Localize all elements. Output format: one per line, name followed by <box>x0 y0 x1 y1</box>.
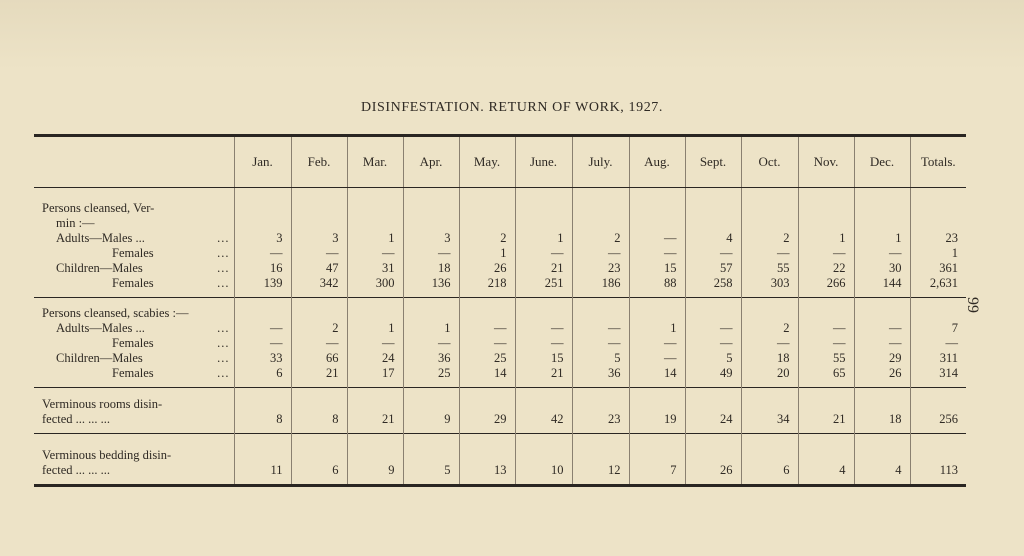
cell-value: — <box>551 246 564 260</box>
cell-value: 18 <box>777 351 790 365</box>
cell-value: 26 <box>889 366 902 380</box>
cell-value: 342 <box>319 276 339 290</box>
totals-cell <box>910 188 966 298</box>
column-header: May. <box>459 136 515 188</box>
cell-value: 7 <box>670 463 677 477</box>
cell-value: 1 <box>670 321 677 335</box>
cell-value: — <box>664 246 677 260</box>
dot-leader: ... <box>217 366 230 380</box>
row-label: Females <box>112 336 154 350</box>
cell-value: 18 <box>889 412 902 426</box>
month-cell <box>685 388 741 434</box>
month-cell <box>459 188 515 298</box>
page-number: 99 <box>964 297 981 313</box>
section-heading: Verminous bedding disin- <box>42 448 172 462</box>
dot-leader: ... <box>217 336 230 350</box>
month-cell <box>347 298 403 388</box>
cell-value: 2 <box>614 231 621 245</box>
cell-value: 14 <box>664 366 677 380</box>
row-label: Females <box>112 246 154 260</box>
column-header: Oct. <box>741 136 798 188</box>
cell-value: 26 <box>494 261 507 275</box>
cell-value: 4 <box>839 463 846 477</box>
month-cell <box>629 298 685 388</box>
cell-value: 139 <box>263 276 283 290</box>
cell-value: 17 <box>382 366 395 380</box>
month-cell <box>741 388 798 434</box>
cell-value: — <box>945 336 958 350</box>
cell-value: 88 <box>664 276 677 290</box>
cell-value: 4 <box>895 463 902 477</box>
totals-cell <box>910 298 966 388</box>
month-cell <box>403 188 459 298</box>
cell-value: — <box>833 246 846 260</box>
row-label-cell <box>34 434 234 486</box>
cell-value: 23 <box>608 412 621 426</box>
section-row <box>34 298 966 388</box>
cell-value: 1 <box>839 231 846 245</box>
cell-value: 49 <box>720 366 733 380</box>
month-cell <box>741 188 798 298</box>
header-blank-cell <box>34 136 234 188</box>
cell-value: 33 <box>270 351 283 365</box>
cell-value: 5 <box>444 463 451 477</box>
cell-value: 300 <box>375 276 395 290</box>
cell-value: — <box>494 321 507 335</box>
totals-cell <box>910 434 966 486</box>
cell-value: — <box>889 336 902 350</box>
cell-value: 218 <box>487 276 507 290</box>
cell-value: 31 <box>382 261 395 275</box>
cell-value: 303 <box>770 276 790 290</box>
column-header: July. <box>572 136 629 188</box>
cell-value: — <box>664 351 677 365</box>
cell-value: 4 <box>726 231 733 245</box>
cell-value: — <box>326 336 339 350</box>
cell-value: 186 <box>601 276 621 290</box>
month-cell <box>798 188 854 298</box>
cell-value: — <box>833 321 846 335</box>
cell-value: 314 <box>939 366 958 380</box>
column-header: Aug. <box>629 136 685 188</box>
cell-value: — <box>382 336 395 350</box>
cell-value: 2 <box>332 321 339 335</box>
column-header: Apr. <box>403 136 459 188</box>
month-cell <box>347 188 403 298</box>
cell-value: 23 <box>608 261 621 275</box>
month-cell <box>741 298 798 388</box>
dot-leader: ... <box>217 261 230 275</box>
cell-value: — <box>889 246 902 260</box>
cell-value: — <box>326 246 339 260</box>
month-cell <box>854 298 910 388</box>
cell-value: 2 <box>500 231 507 245</box>
month-cell <box>515 298 572 388</box>
cell-value: 15 <box>551 351 564 365</box>
month-cell <box>291 388 347 434</box>
month-cell <box>741 434 798 486</box>
cell-value: 361 <box>939 261 958 275</box>
header-row <box>34 136 966 188</box>
cell-value: 14 <box>494 366 507 380</box>
month-cell <box>685 188 741 298</box>
cell-value: — <box>270 321 283 335</box>
month-cell <box>234 388 291 434</box>
cell-value: — <box>720 246 733 260</box>
cell-value: — <box>270 246 283 260</box>
month-cell <box>854 434 910 486</box>
month-cell <box>403 298 459 388</box>
cell-value: 26 <box>720 463 733 477</box>
cell-value: 23 <box>945 231 958 245</box>
cell-value: — <box>608 336 621 350</box>
cell-value: — <box>664 336 677 350</box>
cell-value: — <box>551 336 564 350</box>
column-header: Jan. <box>234 136 291 188</box>
cell-value: 1 <box>895 231 902 245</box>
cell-value: 11 <box>270 463 283 477</box>
cell-value: — <box>494 336 507 350</box>
cell-value: 13 <box>494 463 507 477</box>
cell-value: 25 <box>438 366 451 380</box>
column-header: Feb. <box>291 136 347 188</box>
cell-value: 65 <box>833 366 846 380</box>
cell-value: — <box>608 321 621 335</box>
month-cell <box>629 188 685 298</box>
cell-value: 113 <box>939 463 958 477</box>
cell-value: 20 <box>777 366 790 380</box>
month-cell <box>234 298 291 388</box>
cell-value: 1 <box>557 231 564 245</box>
row-label: fected ... ... ... <box>42 412 111 426</box>
month-cell <box>798 434 854 486</box>
cell-value: — <box>833 336 846 350</box>
month-cell <box>629 434 685 486</box>
cell-value: 18 <box>438 261 451 275</box>
cell-value: 19 <box>664 412 677 426</box>
section-row <box>34 388 966 434</box>
cell-value: 47 <box>326 261 339 275</box>
cell-value: 1 <box>388 231 395 245</box>
month-cell <box>234 188 291 298</box>
cell-value: — <box>777 336 790 350</box>
cell-value: 251 <box>544 276 564 290</box>
column-header: Nov. <box>798 136 854 188</box>
column-header: Dec. <box>854 136 910 188</box>
month-cell <box>291 188 347 298</box>
month-cell <box>572 188 629 298</box>
cell-value: 266 <box>826 276 846 290</box>
cell-value: 16 <box>270 261 283 275</box>
row-label: Adults—Males ... <box>56 321 145 335</box>
cell-value: 136 <box>431 276 451 290</box>
dot-leader: ... <box>217 321 230 335</box>
month-cell <box>291 434 347 486</box>
month-cell <box>572 434 629 486</box>
cell-value: 1 <box>388 321 395 335</box>
cell-value: 12 <box>608 463 621 477</box>
cell-value: 311 <box>939 351 958 365</box>
cell-value: 256 <box>939 412 958 426</box>
cell-value: 8 <box>332 412 339 426</box>
cell-value: 24 <box>382 351 395 365</box>
row-label: Females <box>112 366 154 380</box>
cell-value: 7 <box>951 321 958 335</box>
column-header: June. <box>515 136 572 188</box>
section-heading: Persons cleansed, Ver- <box>42 201 155 215</box>
month-cell <box>572 298 629 388</box>
section-row <box>34 188 966 298</box>
row-label-cell <box>34 188 234 298</box>
month-cell <box>685 298 741 388</box>
column-header: Totals. <box>910 136 966 188</box>
section-heading: Persons cleansed, scabies :— <box>42 306 189 320</box>
cell-value: 3 <box>444 231 451 245</box>
cell-value: 15 <box>664 261 677 275</box>
section-row <box>34 434 966 486</box>
month-cell <box>403 434 459 486</box>
month-cell <box>515 388 572 434</box>
month-cell <box>459 298 515 388</box>
cell-value: 29 <box>494 412 507 426</box>
month-cell <box>347 388 403 434</box>
cell-value: 9 <box>388 463 395 477</box>
cell-value: 36 <box>608 366 621 380</box>
cell-value: 1 <box>951 246 958 260</box>
row-label: Children—Males <box>56 261 143 275</box>
month-cell <box>347 434 403 486</box>
cell-value: 21 <box>326 366 339 380</box>
cell-value: 30 <box>889 261 902 275</box>
cell-value: — <box>664 231 677 245</box>
row-label: Females <box>112 276 154 290</box>
reverse-page-bleed <box>0 0 1024 70</box>
cell-value: 1 <box>500 246 507 260</box>
cell-value: 2,631 <box>929 276 958 290</box>
cell-value: 5 <box>726 351 733 365</box>
cell-value: 42 <box>551 412 564 426</box>
cell-value: 2 <box>783 321 790 335</box>
cell-value: 25 <box>494 351 507 365</box>
cell-value: — <box>551 321 564 335</box>
row-label: fected ... ... ... <box>42 463 111 477</box>
cell-value: 6 <box>783 463 790 477</box>
dot-leader: ... <box>217 351 230 365</box>
month-cell <box>403 388 459 434</box>
month-cell <box>459 434 515 486</box>
month-cell <box>515 188 572 298</box>
month-cell <box>854 388 910 434</box>
row-label: Adults—Males ... <box>56 231 145 245</box>
section-heading: Verminous rooms disin- <box>42 397 163 411</box>
cell-value: 55 <box>833 351 846 365</box>
month-cell <box>629 388 685 434</box>
cell-value: — <box>382 246 395 260</box>
column-header: Sept. <box>685 136 741 188</box>
cell-value: 6 <box>276 366 283 380</box>
dot-leader: ... <box>217 231 230 245</box>
month-cell <box>291 298 347 388</box>
dot-leader: ... <box>217 246 230 260</box>
cell-value: 258 <box>713 276 733 290</box>
cell-value: 3 <box>276 231 283 245</box>
column-header: Mar. <box>347 136 403 188</box>
page-title: DISINFESTATION. RETURN OF WORK, 1927. <box>361 100 663 115</box>
cell-value: 144 <box>882 276 902 290</box>
month-cell <box>798 388 854 434</box>
month-cell <box>685 434 741 486</box>
month-cell <box>854 188 910 298</box>
month-cell <box>798 298 854 388</box>
cell-value: — <box>777 246 790 260</box>
cell-value: 36 <box>438 351 451 365</box>
cell-value: 24 <box>720 412 733 426</box>
cell-value: 6 <box>332 463 339 477</box>
cell-value: 21 <box>551 261 564 275</box>
month-cell <box>572 388 629 434</box>
cell-value: 3 <box>332 231 339 245</box>
cell-value: 34 <box>777 412 790 426</box>
cell-value: — <box>720 321 733 335</box>
cell-value: 29 <box>889 351 902 365</box>
cell-value: 1 <box>444 321 451 335</box>
cell-value: — <box>608 246 621 260</box>
cell-value: — <box>438 246 451 260</box>
cell-value: 10 <box>551 463 564 477</box>
cell-value: 2 <box>783 231 790 245</box>
cell-value: 5 <box>614 351 621 365</box>
row-label-cell <box>34 298 234 388</box>
cell-value: 21 <box>833 412 846 426</box>
cell-value: 21 <box>382 412 395 426</box>
cell-value: — <box>889 321 902 335</box>
cell-value: — <box>270 336 283 350</box>
cell-value: — <box>438 336 451 350</box>
cell-value: 57 <box>720 261 733 275</box>
month-cell <box>234 434 291 486</box>
row-label-cell <box>34 388 234 434</box>
month-cell <box>459 388 515 434</box>
section-heading: min :— <box>56 216 95 230</box>
dot-leader: ... <box>217 276 230 290</box>
row-label: Children—Males <box>56 351 143 365</box>
month-cell <box>515 434 572 486</box>
cell-value: — <box>720 336 733 350</box>
cell-value: 8 <box>276 412 283 426</box>
return-of-work-table <box>34 134 966 487</box>
cell-value: 9 <box>444 412 451 426</box>
cell-value: 22 <box>833 261 846 275</box>
totals-cell <box>910 388 966 434</box>
cell-value: 66 <box>326 351 339 365</box>
cell-value: 21 <box>551 366 564 380</box>
cell-value: 55 <box>777 261 790 275</box>
